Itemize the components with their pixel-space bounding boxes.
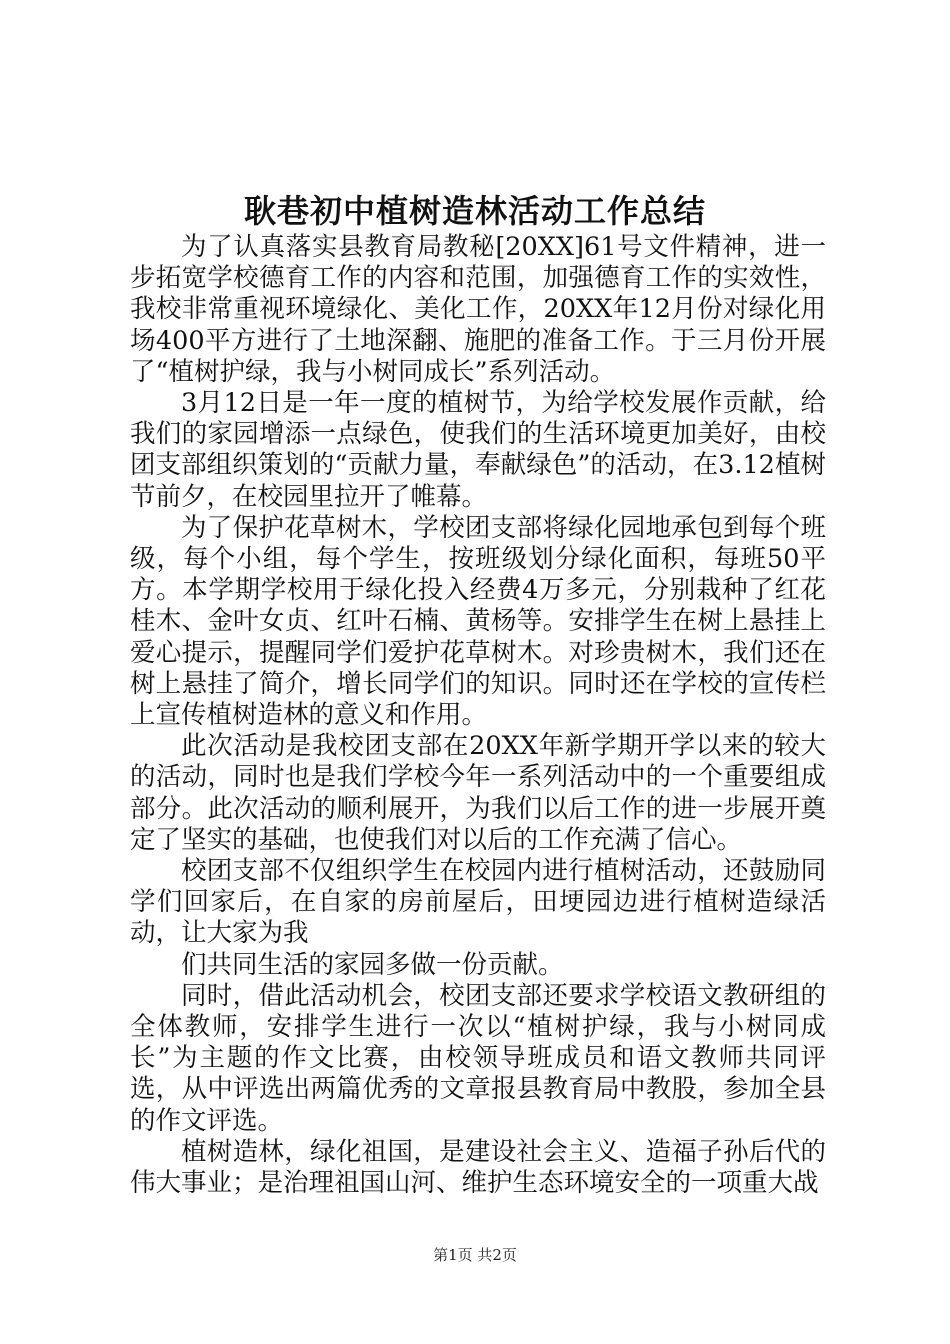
- paragraph: 为了认真落实县教育局教秘[20XX]61号文件精神，进一步拓宽学校德育工作的内容和范围，加强德育工作的实效性，我校非常重视环境绿化、美化工作，20XX年12月份对绿化用场400平方进行了土地深翻、施肥的准备工作。于三月份开展了“植树护绿，我与小树同成长”系列活动。: [130, 232, 826, 387]
- document-title: 耿巷初中植树造林活动工作总结: [243, 192, 706, 230]
- paragraph: 们共同生活的家园多做一份贡献。: [181, 949, 564, 980]
- paragraph: 3月12日是一年一度的植树节，为给学校发展作贡献，给我们的家园增添一点绿色，使我们的生活环境更加美好，由校团支部组织策划的“贡献力量，奉献绿色”的活动，在3.12植树节前夕，在校园里拉开了帷幕。: [130, 388, 826, 512]
- page-number-footer: 第1页 共2页: [433, 1246, 517, 1264]
- paragraph: 此次活动是我校团支部在20XX年新学期开学以来的较大的活动，同时也是我们学校今年一系列活动中的一个重要组成部分。此次活动的顺利展开，为我们以后工作的进一步展开奠定了坚实的基础，也使我们对以后的工作充满了信心。: [130, 731, 826, 855]
- paragraph: 同时，借此活动机会，校团支部还要求学校语文教研组的全体教师，安排学生进行一次以“植树护绿，我与小树同成长”为主题的作文比赛，由校领导班成员和语文教师共同评选，从中评选出两篇优秀的文章报县教育局中教股，参加全县的作文评选。: [130, 980, 826, 1136]
- document-body: [130, 232, 826, 1199]
- paragraph: 植树造林，绿化祖国，是建设社会主义、造福子孙后代的伟大事业；是治理祖国山河、维护生态环境安全的一项重大战: [130, 1136, 826, 1199]
- paragraph: 为了保护花草树木，学校团支部将绿化园地承包到每个班级，每个小组，每个学生，按班级划分绿化面积，每班50平方。本学期学校用于绿化投入经费4万多元，分别栽种了红花桂木、金叶女贞、红叶石楠、黄杨等。安排学生在树上悬挂上爱心提示，提醒同学们爱护花草树木。对珍贵树木，我们还在树上悬挂了简介，增长同学们的知识。同时还在学校的宣传栏上宣传植树造林的意义和作用。: [130, 512, 826, 731]
- paragraph: 校团支部不仅组织学生在校园内进行植树活动，还鼓励同学们回家后，在自家的房前屋后，田埂园边进行植树造绿活动，让大家为我: [130, 856, 826, 949]
